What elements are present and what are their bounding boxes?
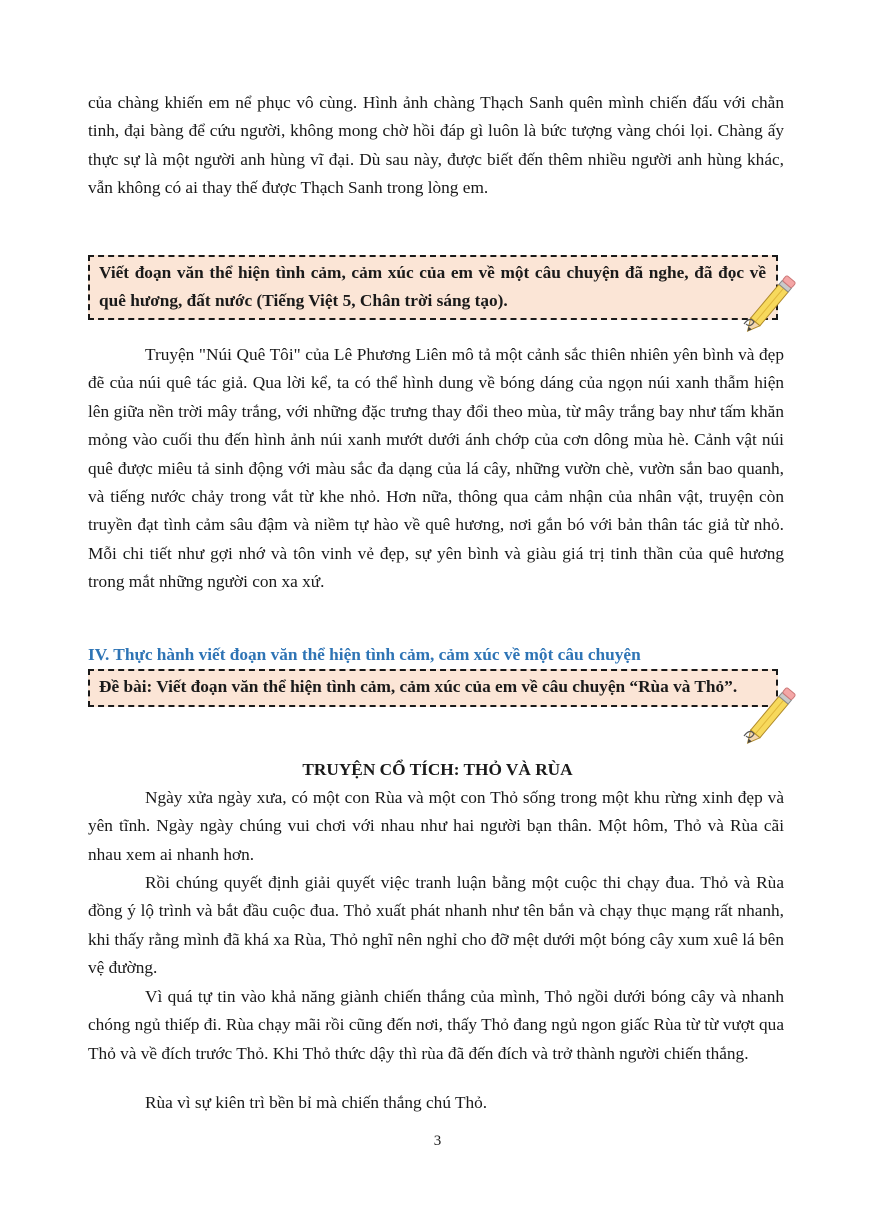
story-paragraph-2: Rồi chúng quyết định giải quyết việc tranh luận bằng một cuộc thi chạy đua. Thỏ và Rùa đồng ý lộ trình và bắt đầu cuộc đua. Thỏ xuất phát nhanh như tên bắn và chạy thục mạng rất nhanh, khi thấy rằng mình đã khá xa Rùa, Thỏ nghĩ nên nghỉ cho đỡ mệt dưới một bóng cây xum xuê lá bên vệ đường.	[88, 873, 784, 978]
story-paragraph-3: Vì quá tự tin vào khả năng giành chiến thắng của mình, Thỏ ngồi dưới bóng cây và nhanh chóng ngủ thiếp đi. Rùa chạy mãi rồi cũng đến nơi, thấy Thỏ đang ngủ ngon giấc Rùa từ từ vượt qua Thỏ và về đích trước Thỏ. Khi Thỏ thức dậy thì rùa đã đến đích và trở thành người chiến thắng.	[88, 987, 784, 1063]
story-paragraph-4: Rùa vì sự kiên trì bền bỉ mà chiến thắng chú Thỏ.	[145, 1093, 488, 1112]
task-box-2-text: Đề bài: Viết đoạn văn thể hiện tình cảm, cảm xúc của em về câu chuyện “Rùa và Thỏ”.	[99, 677, 738, 696]
story-paragraph-1: Ngày xửa ngày xưa, có một con Rùa và một con Thỏ sống trong một khu rừng xinh đẹp và yên tĩnh. Ngày ngày chúng vui chơi với nhau như hai người bạn thân. Một hôm, Thỏ và Rùa cãi nhau xem ai nhanh hơn.	[88, 788, 784, 864]
task-box-1-text: Viết đoạn văn thể hiện tình cảm, cảm xúc của em về một câu chuyện đã nghe, đã đọc về quê hương, đất nước (Tiếng Việt 5, Chân trời sáng tạo).	[99, 263, 766, 310]
page-number: 3	[433, 1133, 442, 1149]
intro-paragraph: của chàng khiến em nể phục vô cùng. Hình ảnh chàng Thạch Sanh quên mình chiến đấu với chằn tinh, đại bàng để cứu người, không mong chờ hồi đáp gì luôn là bức tượng vàng chói lọi. Chàng ấy thực sự là một người anh hùng vĩ đại. Dù sau này, được biết đến thêm nhiều người anh hùng khác, vẫn không có ai thay thế được Thạch Sanh trong lòng em.	[88, 93, 784, 198]
pencil-icon	[740, 684, 804, 746]
task-box-1	[88, 255, 778, 320]
task-box-2	[88, 669, 778, 707]
pencil-icon	[740, 272, 804, 334]
sample-paragraph: Truyện "Núi Quê Tôi" của Lê Phương Liên mô tả một cảnh sắc thiên nhiên yên bình và đẹp đẽ của núi quê tác giả. Qua lời kể, ta có thể hình dung về bóng dáng của ngọn núi xanh thẫm hiện lên giữa nền trời mây trắng, với những đặc trưng thay đổi theo mùa, từ mây trắng bay như tấm khăn mỏng vào cuối thu đến hình ảnh núi xanh mướt dưới ánh chớp của cơn dông mùa hè. Cảnh vật núi quê được miêu tả sinh động với màu sắc đa dạng của lá cây, những vườn chè, vườn sắn bao quanh, và tiếng nước chảy trong vắt từ khe nhỏ. Hơn nữa, thông qua cảm nhận của nhân vật, truyện còn truyền đạt tình cảm sâu đậm và niềm tự hào về quê hương, nơi gắn bó với bản thân tác giả từ nhỏ. Mỗi chi tiết như gợi nhớ và tôn vinh vẻ đẹp, sự yên bình và giàu giá trị tinh thần của quê hương trong mắt những người con xa xứ.	[88, 345, 784, 592]
section-heading: IV. Thực hành viết đoạn văn thể hiện tình cảm, cảm xúc về một câu chuyện	[88, 645, 641, 664]
story-title: TRUYỆN CỔ TÍCH: THỎ VÀ RÙA	[302, 760, 573, 779]
